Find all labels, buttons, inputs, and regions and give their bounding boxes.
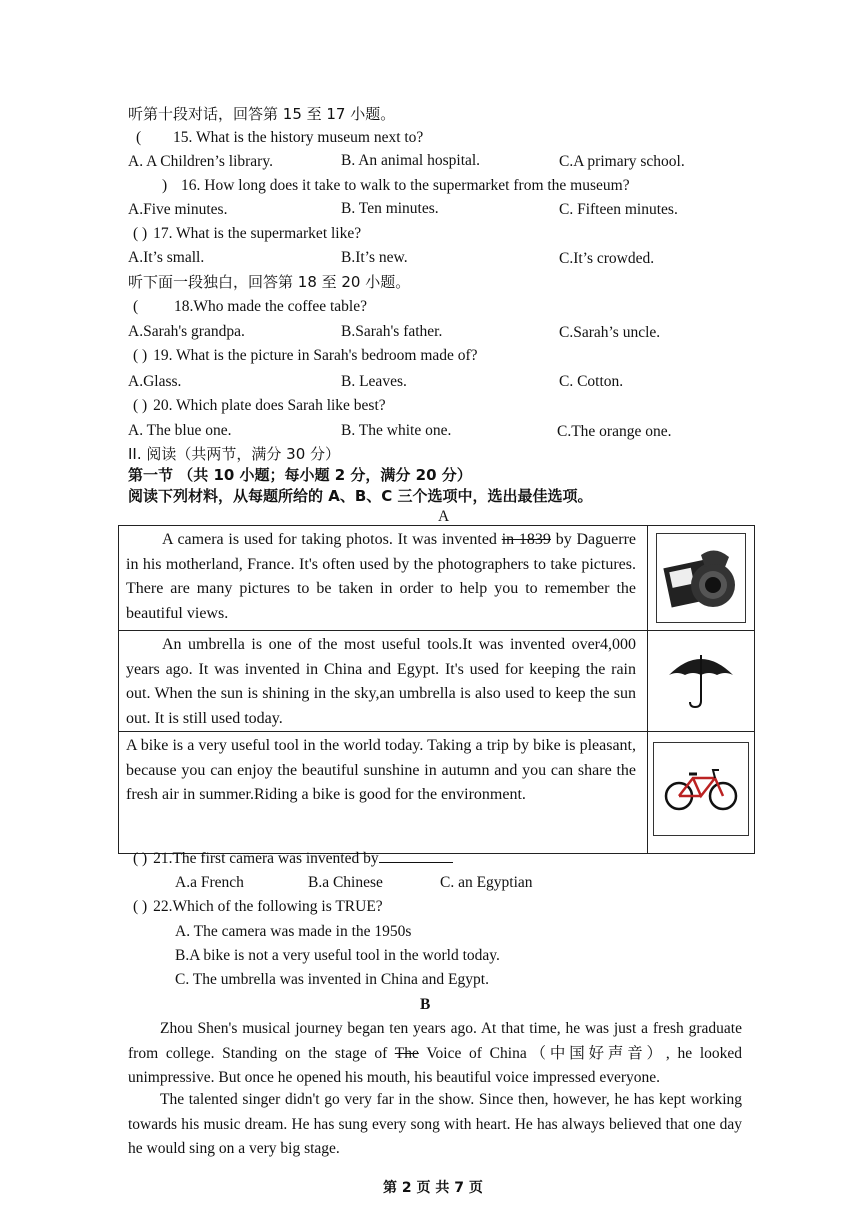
camera-icon bbox=[661, 541, 741, 615]
picture-cell bbox=[648, 732, 755, 854]
option-c: C. Cotton. bbox=[559, 373, 624, 390]
question-prompt: 17. What is the supermarket like? bbox=[153, 225, 362, 242]
answer-paren: ( ) bbox=[133, 898, 148, 915]
answer-paren: ( ) bbox=[133, 225, 148, 242]
picture-cell bbox=[648, 526, 755, 631]
paragraph-text: Zhou Shen's musical journey began ten years ago. At that time, he was just a fresh graduate from college. Standing on the stage of bbox=[128, 1020, 742, 1062]
passage-b-label: B bbox=[420, 996, 431, 1013]
bicycle-icon bbox=[661, 764, 741, 814]
reading-section-heading: II. 阅读（共两节，满分 30 分） bbox=[128, 445, 341, 463]
question-15 bbox=[136, 128, 423, 148]
question-prompt: 19. What is the picture in Sarah's bedroom made of? bbox=[153, 347, 478, 364]
monologue-instructions: 听下面一段独白，回答第 18 至 20 小题。 bbox=[128, 273, 411, 291]
question-prompt: 20. Which plate does Sarah like best? bbox=[153, 397, 386, 414]
option-b: B.A bike is not a very useful tool in the world today. bbox=[175, 947, 500, 964]
option-b: B.Sarah's father. bbox=[341, 323, 443, 340]
option-a: A.a French bbox=[175, 874, 244, 891]
question-18 bbox=[133, 297, 367, 317]
option-b: B.It’s new. bbox=[341, 249, 408, 266]
umbrella-image bbox=[657, 639, 745, 719]
umbrella-paragraph bbox=[119, 631, 644, 731]
answer-paren: ( bbox=[133, 298, 139, 315]
option-b: B.a Chinese bbox=[308, 874, 383, 891]
passage-b-paragraph-1 bbox=[128, 1017, 742, 1091]
table-row bbox=[119, 732, 755, 854]
question-16 bbox=[162, 176, 630, 196]
reading-instructions: 阅读下列材料，从每题所给的 A、B、C 三个选项中，选出最佳选项。 bbox=[128, 487, 593, 505]
answer-paren: ( ) bbox=[133, 850, 148, 867]
camera-paragraph bbox=[119, 526, 644, 626]
option-c: C. an Egyptian bbox=[440, 874, 533, 891]
option-b: B. The white one. bbox=[341, 422, 452, 439]
option-a: A. The camera was made in the 1950s bbox=[175, 923, 412, 940]
answer-blank bbox=[379, 848, 453, 863]
bike-image bbox=[653, 742, 749, 836]
option-a: A.It’s small. bbox=[128, 249, 205, 266]
section-10-instructions: 听第十段对话，回答第 15 至 17 小题。 bbox=[128, 105, 396, 123]
passage-cell bbox=[119, 732, 648, 854]
option-b: B. Leaves. bbox=[341, 373, 407, 390]
passage-b-paragraph-2: The talented singer didn't go very far in the show. Since then, however, he has kept working towards his music dream. He has sung every song with heart. He has always believed that one day he would sing on a very big stage. bbox=[128, 1091, 742, 1157]
question-20 bbox=[133, 396, 386, 416]
question-prompt: 18.Who made the coffee table? bbox=[174, 298, 367, 315]
passage-a-table bbox=[118, 525, 755, 854]
answer-paren: ) bbox=[162, 177, 168, 194]
option-a: A. The blue one. bbox=[128, 422, 232, 439]
paragraph-text: A bike is a very useful tool in the world today. Taking a trip by bike is pleasant, because you can enjoy the beautiful sunshine in autumn and you can share the fresh air in summer.Riding a bike is good for the environment. bbox=[126, 737, 636, 803]
table-row bbox=[119, 631, 755, 732]
camera-image bbox=[656, 533, 746, 623]
paragraph-text: Voice of China（中国好声音）, he looked unimpressive. But once he opened his mouth, his beautiful voice impressed everyone. bbox=[128, 1044, 743, 1086]
option-c: C. The umbrella was invented in China and Egypt. bbox=[175, 971, 489, 988]
question-prompt: 15. What is the history museum next to? bbox=[173, 129, 424, 146]
question-22 bbox=[133, 897, 383, 917]
paragraph-text: A camera is used for taking photos. It was invented bbox=[162, 531, 502, 548]
option-c: C.It’s crowded. bbox=[559, 250, 655, 267]
answer-paren: ( bbox=[136, 129, 142, 146]
paragraph-text: by Daguerre in his motherland, France. It's often used by the photographers to take pictures. There are many pictures to be taken in order to help you to remember the beautiful views. bbox=[126, 531, 637, 622]
answer-paren: ( ) bbox=[133, 397, 148, 414]
umbrella-icon bbox=[663, 649, 739, 709]
option-c: C.A primary school. bbox=[559, 153, 685, 170]
option-a: A.Five minutes. bbox=[128, 201, 228, 218]
option-c: C. Fifteen minutes. bbox=[559, 201, 678, 218]
question-prompt: 22.Which of the following is TRUE? bbox=[153, 898, 383, 915]
passage-cell bbox=[119, 631, 648, 732]
question-21 bbox=[133, 848, 453, 869]
page-number: 第 2 页 共 7 页 bbox=[383, 1180, 483, 1196]
option-c: C.Sarah’s uncle. bbox=[559, 324, 661, 341]
struck-text: in 1839 bbox=[501, 531, 551, 548]
option-b: B. Ten minutes. bbox=[341, 200, 439, 217]
question-19 bbox=[133, 346, 478, 366]
struck-text: The bbox=[394, 1044, 419, 1062]
passage-a-label: A bbox=[438, 508, 450, 525]
option-a: A.Glass. bbox=[128, 373, 182, 390]
answer-paren: ( ) bbox=[133, 347, 148, 364]
table-row bbox=[119, 526, 755, 631]
option-c: C.The orange one. bbox=[557, 423, 672, 440]
option-b: B. An animal hospital. bbox=[341, 152, 481, 169]
question-17 bbox=[133, 224, 361, 244]
bike-paragraph bbox=[119, 732, 644, 808]
picture-cell bbox=[648, 631, 755, 732]
option-a: A. A Children’s library. bbox=[128, 153, 273, 170]
question-prompt: 21.The first camera was invented by bbox=[153, 850, 379, 867]
question-prompt: 16. How long does it take to walk to the supermarket from the museum? bbox=[181, 177, 630, 194]
paragraph-text: An umbrella is one of the most useful tools.It was invented over4,000 years ago. It was invented in China and Egypt. It's used for keeping the rain out. When the sun is shining in the sky,an umbrella is also used to keep the sun out. It is still used today. bbox=[126, 636, 636, 727]
option-a: A.Sarah's grandpa. bbox=[128, 323, 245, 340]
section-1-heading: 第一节 （共 10 小题；每小题 2 分，满分 20 分） bbox=[128, 466, 472, 484]
passage-cell bbox=[119, 526, 648, 631]
